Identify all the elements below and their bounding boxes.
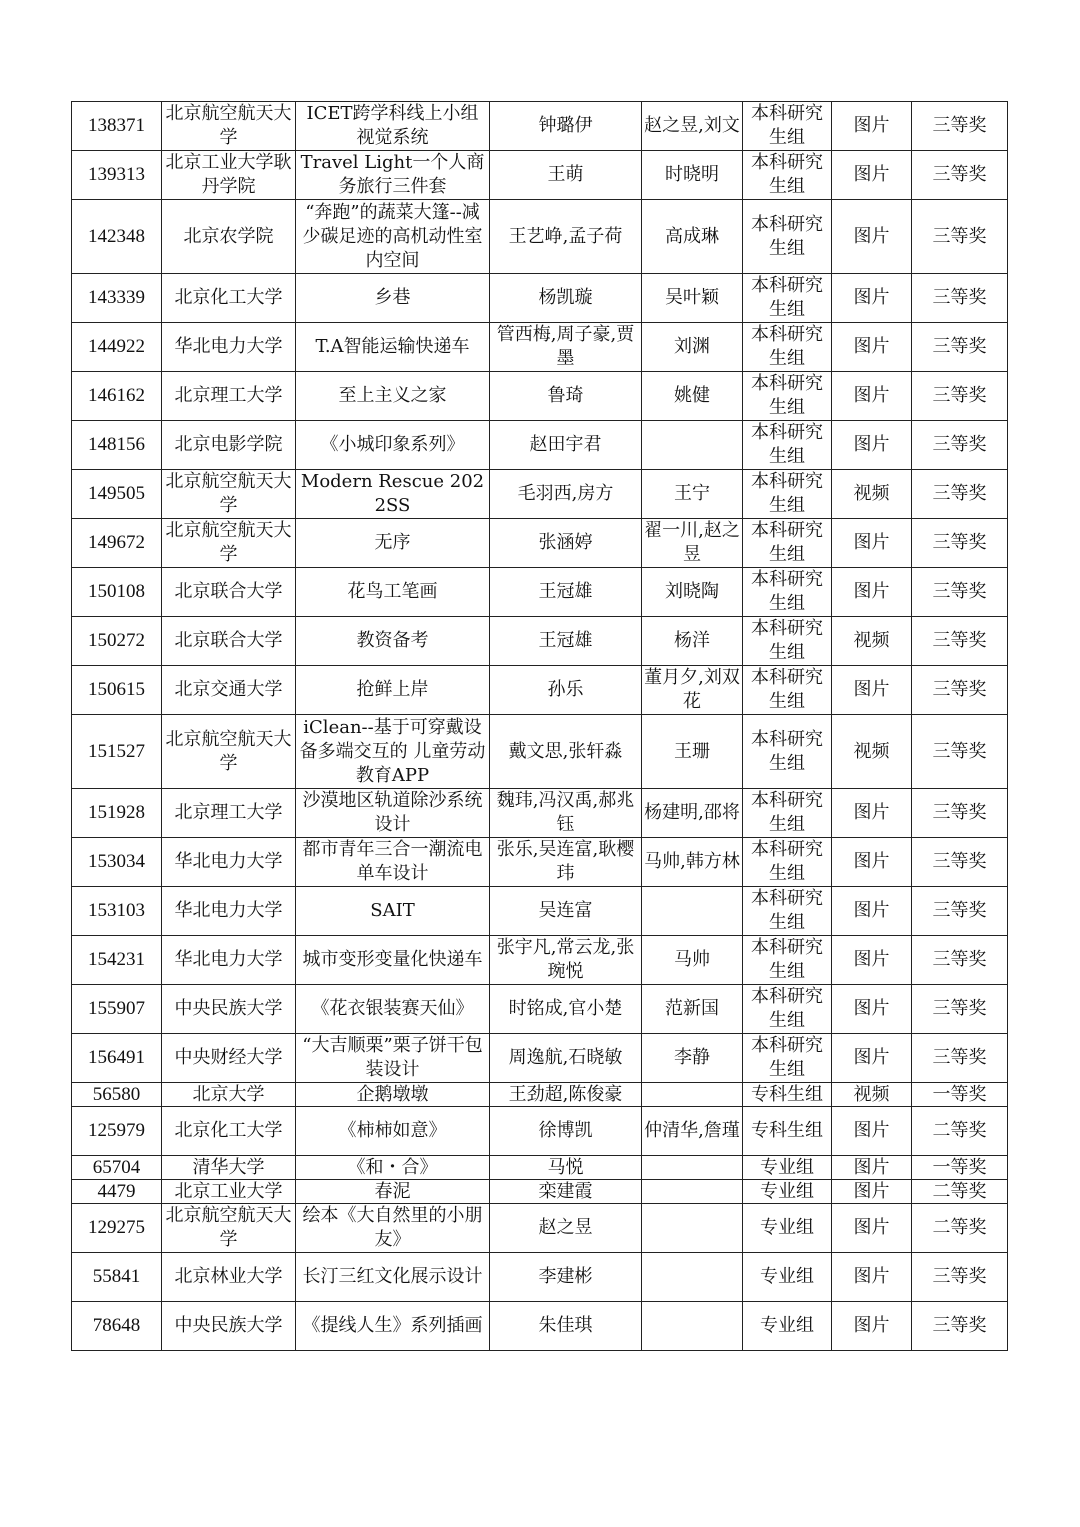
- table-cell: 144922: [72, 323, 162, 372]
- table-cell: 图片: [832, 1034, 912, 1083]
- table-cell: 北京理工大学: [162, 372, 296, 421]
- table-cell: 三等奖: [912, 102, 1008, 151]
- table-cell: 孙乐: [490, 666, 642, 715]
- table-cell: 赵之昱,刘文: [642, 102, 743, 151]
- table-cell: 《小城印象系列》: [296, 421, 490, 470]
- table-cell: 李静: [642, 1034, 743, 1083]
- table-row: [72, 1083, 1008, 1107]
- table-cell: 北京理工大学: [162, 789, 296, 838]
- table-cell: 乡巷: [296, 274, 490, 323]
- table-cell: 鲁琦: [490, 372, 642, 421]
- table-cell: 149505: [72, 470, 162, 519]
- table-cell: 本科研究生组: [743, 470, 832, 519]
- table-cell: 78648: [72, 1302, 162, 1351]
- table-cell: 抢鲜上岸: [296, 666, 490, 715]
- table-cell: 华北电力大学: [162, 323, 296, 372]
- table-cell: 本科研究生组: [743, 421, 832, 470]
- table-cell: 三等奖: [912, 200, 1008, 274]
- table-cell: 《柿柿如意》: [296, 1107, 490, 1156]
- table-cell: 视频: [832, 470, 912, 519]
- table-cell: 本科研究生组: [743, 200, 832, 274]
- table-cell: 156491: [72, 1034, 162, 1083]
- table-cell: 150272: [72, 617, 162, 666]
- table-cell: 赵田宇君: [490, 421, 642, 470]
- table-cell: 北京农学院: [162, 200, 296, 274]
- table-cell: 戴文思,张轩淼: [490, 715, 642, 789]
- table-cell: 专业组: [743, 1156, 832, 1180]
- table-cell: [642, 421, 743, 470]
- table-cell: 三等奖: [912, 323, 1008, 372]
- table-cell: 图片: [832, 102, 912, 151]
- table-cell: 北京联合大学: [162, 617, 296, 666]
- table-cell: 专业组: [743, 1204, 832, 1253]
- table-cell: 三等奖: [912, 789, 1008, 838]
- table-cell: 三等奖: [912, 519, 1008, 568]
- table-cell: 专业组: [743, 1253, 832, 1302]
- table-cell: 图片: [832, 1253, 912, 1302]
- table-cell: 一等奖: [912, 1083, 1008, 1107]
- table-row: [72, 1180, 1008, 1204]
- table-cell: 时铭成,官小楚: [490, 985, 642, 1034]
- table-cell: 企鹅墩墩: [296, 1083, 490, 1107]
- table-cell: 图片: [832, 421, 912, 470]
- table-cell: 153103: [72, 887, 162, 936]
- table-cell: 仲清华,詹瑾: [642, 1107, 743, 1156]
- table-cell: 图片: [832, 200, 912, 274]
- table-cell: 本科研究生组: [743, 568, 832, 617]
- awards-table: [71, 101, 1008, 1351]
- table-row: [72, 936, 1008, 985]
- table-cell: Modern Rescue 2022SS: [296, 470, 490, 519]
- table-cell: 视频: [832, 715, 912, 789]
- table-cell: 三等奖: [912, 274, 1008, 323]
- table-cell: [642, 1180, 743, 1204]
- table-cell: 张宇凡,常云龙,张琬悦: [490, 936, 642, 985]
- table-cell: 翟一川,赵之昱: [642, 519, 743, 568]
- table-cell: 三等奖: [912, 715, 1008, 789]
- table-cell: 马悦: [490, 1156, 642, 1180]
- table-cell: 北京航空航天大学: [162, 1204, 296, 1253]
- table-cell: 吴叶颖: [642, 274, 743, 323]
- table-cell: 北京联合大学: [162, 568, 296, 617]
- table-cell: 图片: [832, 838, 912, 887]
- table-cell: 本科研究生组: [743, 936, 832, 985]
- table-cell: 三等奖: [912, 421, 1008, 470]
- table-cell: 65704: [72, 1156, 162, 1180]
- table-cell: 129275: [72, 1204, 162, 1253]
- table-row: [72, 470, 1008, 519]
- table-row: [72, 985, 1008, 1034]
- table-cell: 王宁: [642, 470, 743, 519]
- table-cell: 王艺峥,孟子荷: [490, 200, 642, 274]
- table-cell: 杨洋: [642, 617, 743, 666]
- table-row: [72, 421, 1008, 470]
- table-cell: 专科生组: [743, 1107, 832, 1156]
- table-cell: T.A智能运输快递车: [296, 323, 490, 372]
- table-row: [72, 200, 1008, 274]
- table-cell: 沙漠地区轨道除沙系统设计: [296, 789, 490, 838]
- table-row: [72, 274, 1008, 323]
- table-cell: 本科研究生组: [743, 715, 832, 789]
- table-cell: 三等奖: [912, 568, 1008, 617]
- table-cell: [642, 1253, 743, 1302]
- table-cell: 都市青年三合一潮流电单车设计: [296, 838, 490, 887]
- table-cell: [642, 1302, 743, 1351]
- table-cell: 图片: [832, 323, 912, 372]
- table-cell: 二等奖: [912, 1204, 1008, 1253]
- table-cell: 春泥: [296, 1180, 490, 1204]
- table-cell: 图片: [832, 1204, 912, 1253]
- table-cell: 二等奖: [912, 1180, 1008, 1204]
- table-cell: 本科研究生组: [743, 151, 832, 200]
- table-cell: 马帅: [642, 936, 743, 985]
- table-cell: 朱佳琪: [490, 1302, 642, 1351]
- table-cell: 王珊: [642, 715, 743, 789]
- table-cell: 二等奖: [912, 1107, 1008, 1156]
- table-cell: 155907: [72, 985, 162, 1034]
- table-cell: 北京工业大学: [162, 1180, 296, 1204]
- table-cell: 范新国: [642, 985, 743, 1034]
- table-cell: 图片: [832, 151, 912, 200]
- table-cell: 150108: [72, 568, 162, 617]
- table-cell: 图片: [832, 519, 912, 568]
- table-cell: 视频: [832, 617, 912, 666]
- table-cell: 4479: [72, 1180, 162, 1204]
- table-cell: 148156: [72, 421, 162, 470]
- table-cell: 城市变形变量化快递车: [296, 936, 490, 985]
- table-row: [72, 519, 1008, 568]
- table-cell: 北京航空航天大学: [162, 519, 296, 568]
- table-cell: 本科研究生组: [743, 617, 832, 666]
- table-cell: 专业组: [743, 1180, 832, 1204]
- table-cell: 154231: [72, 936, 162, 985]
- table-cell: 北京航空航天大学: [162, 102, 296, 151]
- table-cell: 本科研究生组: [743, 519, 832, 568]
- table-cell: 图片: [832, 887, 912, 936]
- table-cell: 北京化工大学: [162, 1107, 296, 1156]
- table-cell: 专科生组: [743, 1083, 832, 1107]
- table-row: [72, 1253, 1008, 1302]
- table-cell: 《提线人生》系列插画: [296, 1302, 490, 1351]
- table-cell: 图片: [832, 1180, 912, 1204]
- table-cell: iClean--基于可穿戴设备多端交互的 儿童劳动教育APP: [296, 715, 490, 789]
- table-cell: 北京航空航天大学: [162, 470, 296, 519]
- table-cell: 三等奖: [912, 372, 1008, 421]
- table-cell: 三等奖: [912, 666, 1008, 715]
- table-cell: 本科研究生组: [743, 1034, 832, 1083]
- table-cell: 北京电影学院: [162, 421, 296, 470]
- table-cell: 花鸟工笔画: [296, 568, 490, 617]
- table-cell: 中央民族大学: [162, 985, 296, 1034]
- table-cell: 吴连富: [490, 887, 642, 936]
- table-cell: 图片: [832, 372, 912, 421]
- table-cell: 本科研究生组: [743, 985, 832, 1034]
- table-cell: 华北电力大学: [162, 838, 296, 887]
- table-cell: 管西梅,周子豪,贾墨: [490, 323, 642, 372]
- table-row: [72, 102, 1008, 151]
- table-cell: 150615: [72, 666, 162, 715]
- table-cell: 绘本《大自然里的小朋友》: [296, 1204, 490, 1253]
- table-row: [72, 838, 1008, 887]
- table-cell: 三等奖: [912, 470, 1008, 519]
- table-cell: 马帅,韩方林: [642, 838, 743, 887]
- table-cell: 赵之昱: [490, 1204, 642, 1253]
- table-cell: [642, 1204, 743, 1253]
- table-cell: 146162: [72, 372, 162, 421]
- table-cell: 北京大学: [162, 1083, 296, 1107]
- table-cell: SAIT: [296, 887, 490, 936]
- table-cell: 三等奖: [912, 151, 1008, 200]
- table-cell: 三等奖: [912, 1034, 1008, 1083]
- table-cell: 153034: [72, 838, 162, 887]
- table-cell: 姚健: [642, 372, 743, 421]
- table-cell: 北京航空航天大学: [162, 715, 296, 789]
- table-row: [72, 887, 1008, 936]
- table-cell: 徐博凯: [490, 1107, 642, 1156]
- table-row: [72, 1302, 1008, 1351]
- table-cell: 本科研究生组: [743, 274, 832, 323]
- table-cell: 151527: [72, 715, 162, 789]
- table-cell: 魏玮,冯汉禹,郝兆钰: [490, 789, 642, 838]
- table-cell: 149672: [72, 519, 162, 568]
- table-cell: 三等奖: [912, 887, 1008, 936]
- table-row: [72, 789, 1008, 838]
- table-cell: 杨建明,邵将: [642, 789, 743, 838]
- table-cell: 55841: [72, 1253, 162, 1302]
- table-cell: 钟璐伊: [490, 102, 642, 151]
- table-row: [72, 617, 1008, 666]
- table-cell: 142348: [72, 200, 162, 274]
- table-row: [72, 715, 1008, 789]
- table-row: [72, 372, 1008, 421]
- table-cell: 中央财经大学: [162, 1034, 296, 1083]
- table-cell: 刘晓陶: [642, 568, 743, 617]
- table-cell: 华北电力大学: [162, 936, 296, 985]
- table-cell: 138371: [72, 102, 162, 151]
- table-cell: 图片: [832, 1302, 912, 1351]
- table-cell: 本科研究生组: [743, 666, 832, 715]
- table-cell: 《和・合》: [296, 1156, 490, 1180]
- table-cell: 杨凯璇: [490, 274, 642, 323]
- table-cell: 本科研究生组: [743, 323, 832, 372]
- table-cell: “大吉顺栗”栗子饼干包装设计: [296, 1034, 490, 1083]
- table-row: [72, 1034, 1008, 1083]
- table-cell: 张涵婷: [490, 519, 642, 568]
- table-cell: 三等奖: [912, 1302, 1008, 1351]
- table-cell: ICET跨学科线上小组视觉系统: [296, 102, 490, 151]
- table-cell: 图片: [832, 568, 912, 617]
- table-cell: 图片: [832, 789, 912, 838]
- table-row: [72, 1156, 1008, 1180]
- table-row: [72, 1107, 1008, 1156]
- table-cell: 周逸航,石晓敏: [490, 1034, 642, 1083]
- table-cell: 三等奖: [912, 1253, 1008, 1302]
- table-cell: 视频: [832, 1083, 912, 1107]
- table-cell: 李建彬: [490, 1253, 642, 1302]
- table-cell: 三等奖: [912, 936, 1008, 985]
- table-body: [72, 102, 1008, 1351]
- table-cell: 北京林业大学: [162, 1253, 296, 1302]
- table-cell: 长汀三红文化展示设计: [296, 1253, 490, 1302]
- table-cell: 139313: [72, 151, 162, 200]
- table-cell: 中央民族大学: [162, 1302, 296, 1351]
- table-cell: 本科研究生组: [743, 838, 832, 887]
- table-cell: 教资备考: [296, 617, 490, 666]
- table-cell: 王萌: [490, 151, 642, 200]
- table-cell: 时晓明: [642, 151, 743, 200]
- table-cell: 北京化工大学: [162, 274, 296, 323]
- table-cell: 《花衣银装赛天仙》: [296, 985, 490, 1034]
- table-cell: 本科研究生组: [743, 887, 832, 936]
- table-cell: 刘渊: [642, 323, 743, 372]
- table-cell: 张乐,吴连富,耿樱玮: [490, 838, 642, 887]
- table-cell: [642, 1156, 743, 1180]
- table-cell: 王冠雄: [490, 617, 642, 666]
- table-cell: 图片: [832, 666, 912, 715]
- table-cell: 毛羽西,房方: [490, 470, 642, 519]
- table-cell: 北京工业大学耿丹学院: [162, 151, 296, 200]
- table-cell: 至上主义之家: [296, 372, 490, 421]
- table-cell: 北京交通大学: [162, 666, 296, 715]
- table-row: [72, 151, 1008, 200]
- table-cell: “奔跑”的蔬菜大篷--减少碳足迹的高机动性室内空间: [296, 200, 490, 274]
- table-cell: 图片: [832, 985, 912, 1034]
- table-cell: 三等奖: [912, 985, 1008, 1034]
- table-cell: 无序: [296, 519, 490, 568]
- table-cell: 华北电力大学: [162, 887, 296, 936]
- table-cell: Travel Light一个人商务旅行三件套: [296, 151, 490, 200]
- table-cell: 三等奖: [912, 617, 1008, 666]
- table-cell: 图片: [832, 274, 912, 323]
- table-cell: 图片: [832, 1107, 912, 1156]
- table-row: [72, 323, 1008, 372]
- table-cell: 本科研究生组: [743, 789, 832, 838]
- table-cell: 本科研究生组: [743, 372, 832, 421]
- table-cell: 一等奖: [912, 1156, 1008, 1180]
- table-cell: 王劲超,陈俊豪: [490, 1083, 642, 1107]
- table-cell: 151928: [72, 789, 162, 838]
- table-row: [72, 666, 1008, 715]
- table-cell: 图片: [832, 1156, 912, 1180]
- table-row: [72, 1204, 1008, 1253]
- table-cell: 143339: [72, 274, 162, 323]
- table-cell: 董月夕,刘双花: [642, 666, 743, 715]
- table-cell: 三等奖: [912, 838, 1008, 887]
- table-cell: 图片: [832, 936, 912, 985]
- table-cell: 王冠雄: [490, 568, 642, 617]
- table-cell: 56580: [72, 1083, 162, 1107]
- table-cell: 高成琳: [642, 200, 743, 274]
- table-cell: 栾建霞: [490, 1180, 642, 1204]
- table-cell: [642, 1083, 743, 1107]
- table-cell: 专业组: [743, 1302, 832, 1351]
- table-cell: 125979: [72, 1107, 162, 1156]
- table-cell: 清华大学: [162, 1156, 296, 1180]
- table-cell: [642, 887, 743, 936]
- table-row: [72, 568, 1008, 617]
- table-cell: 本科研究生组: [743, 102, 832, 151]
